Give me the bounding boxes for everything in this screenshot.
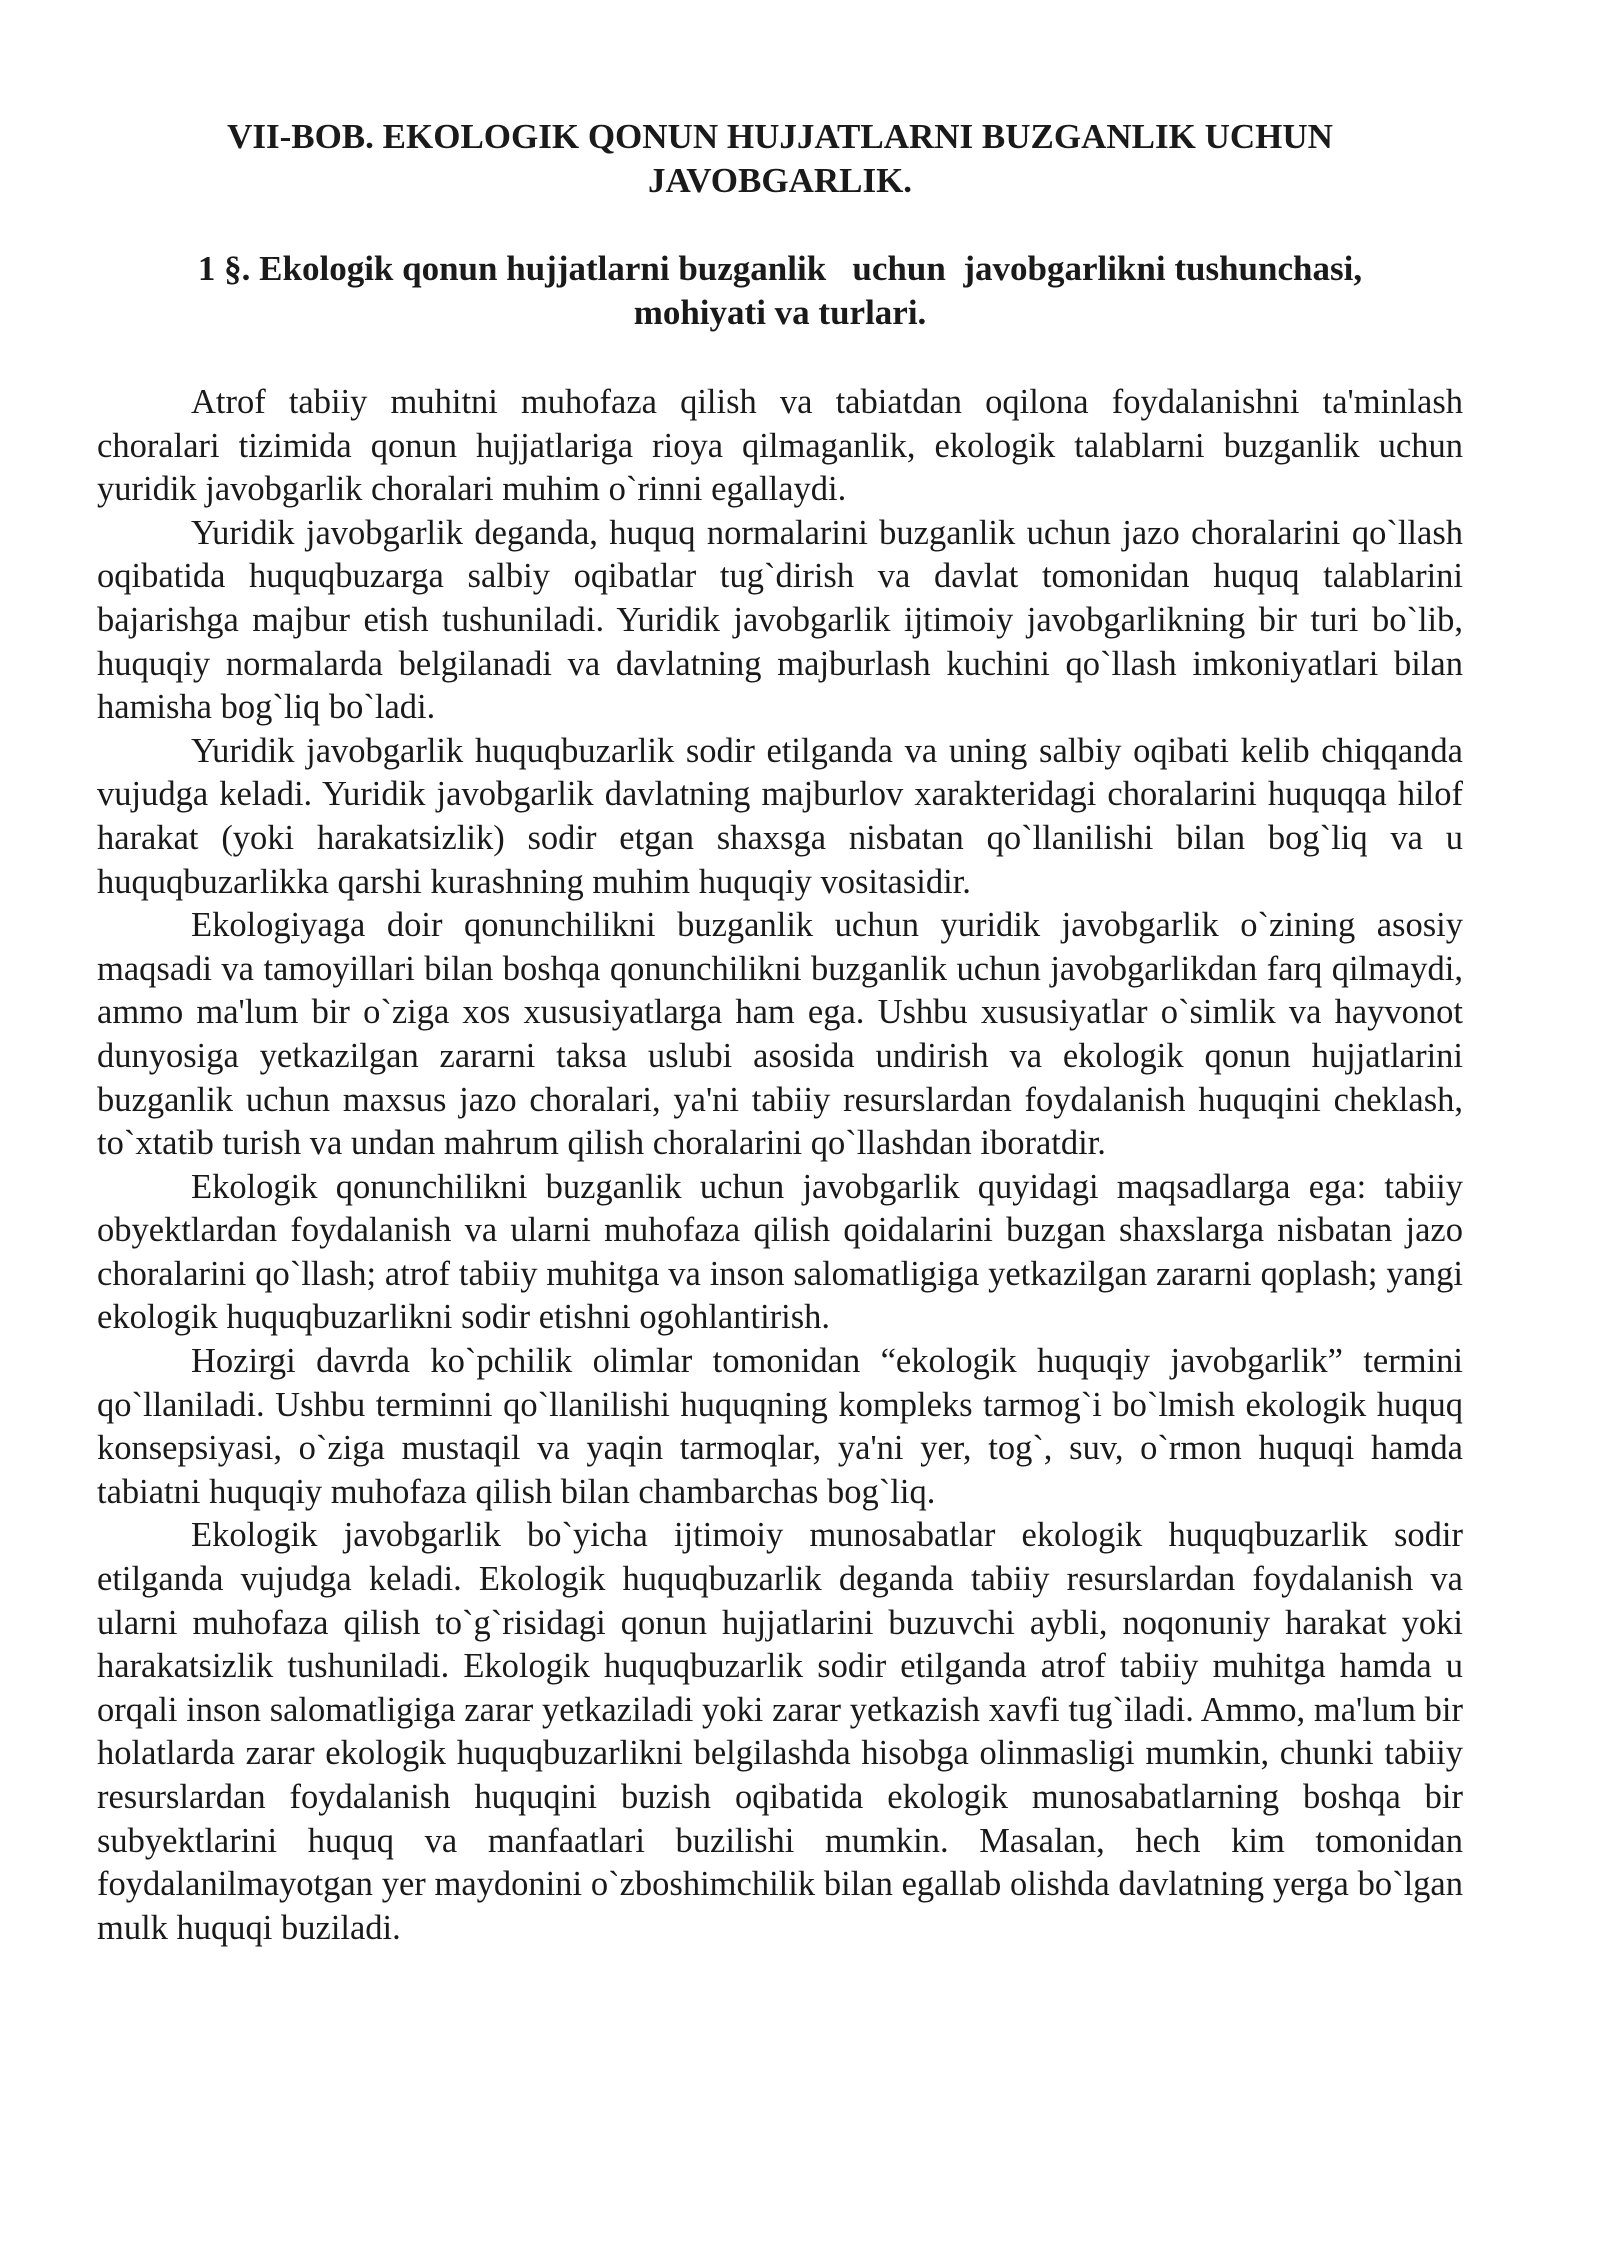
paragraph: Ekologik qonunchilikni buzganlik uchun javobgarlik quyidagi maqsadlarga ega: tabiiy obyektlardan foydalanish va ularni muhofaza qilish qoidalarini buzgan shaxslarga nisbatan jazo choralarini qo`llash; atrof tabiiy muhitga va inson salomatligiga yetkazilgan zararni qoplash; yangi ekologik huquqbuzarlikni sodir etishni ogohlantirish. (97, 1167, 1463, 1337)
chapter-title: VII-BOB. EKOLOGIK QONUN HUJJATLARNI BUZGANLIK UCHUN JAVOBGARLIK. (227, 117, 1333, 200)
paragraph: Hozirgi davrda ko`pchilik olimlar tomonidan “ekologik huquqiy javobgarlik” termini qo`llaniladi. Ushbu terminni qo`llanilishi huquqning kompleks tarmog`i bo`lmish ekologik huquq konsepsiyasi, o`ziga mustaqil va yaqin tarmoqlar, ya'ni yer, tog`, suv, o`rmon huquqi hamda tabiatni huquqiy muhofaza qilish bilan chambarchas bog`liq. (97, 1342, 1463, 1511)
paragraph: Atrof tabiiy muhitni muhofaza qilish va tabiatdan oqilona foydalanishni ta'minlash choralari tizimida qonun hujjatlariga rioya qilmaganlik, ekologik talablarni buzganlik uchun yuridik javobgarlik choralari muhim o`rinni egallaydi. (97, 383, 1463, 509)
paragraph: Ekologik javobgarlik bo`yicha ijtimoiy munosabatlar ekologik huquqbuzarlik sodir etilganda vujudga keladi. Ekologik huquqbuzarlik deganda tabiiy resurslardan foydalanish va ularni muhofaza qilish to`g`risidagi qonun hujjatlarini buzuvchi aybli, noqonuniy harakat yoki harakatsizlik tushuniladi. Ekologik huquqbuzarlik sodir etilganda atrof tabiiy muhitga hamda u orqali inson salomatligiga zarar yetkaziladi yoki zarar yetkazish xavfi tug`iladi. Ammo, ma'lum bir holatlarda zarar ekologik huquqbuzarlikni belgilashda hisobga olinmasligi mumkin, chunki tabiiy resurslardan foydalanish huquqini buzish oqibatida ekologik munosabatlarning boshqa bir subyektlarini huquq va manfaatlari buzilishi mumkin. Masalan, hech kim tomonidan foydalanilmayotgan yer maydonini o`zboshimchilik bilan egallab olishda davlatning yerga bo`lgan mulk huquqi buziladi. (97, 1516, 1463, 1947)
paragraph: Ekologiyaga doir qonunchilikni buzganlik uchun yuridik javobgarlik o`zining asosiy maqsadi va tamoyillari bilan boshqa qonunchilikni buzganlik uchun javobgarlikdan farq qilmaydi, ammo ma'lum bir o`ziga xos xususiyatlarga ham ega. Ushbu xususiyatlar o`simlik va hayvonot dunyosiga yetkazilgan zararni taksa uslubi asosida undirish va ekologik qonun hujjatlarini buzganlik uchun maxsus jazo choralari, ya'ni tabiiy resurslardan foydalanish huquqini cheklash, to`xtatib turish va undan mahrum qilish choralarini qo`llashdan iboratdir. (97, 906, 1463, 1163)
document-page (97, 115, 1463, 1950)
section-title: 1 §. Ekologik qonun hujjatlarni buzganlik uchun javobgarlikni tushunchasi, mohiyati va turlari. (197, 249, 1371, 332)
body-text (97, 381, 1463, 1950)
paragraph: Yuridik javobgarlik deganda, huquq normalarini buzganlik uchun jazo choralarini qo`llash oqibatida huquqbuzarga salbiy oqibatlar tug`dirish va davlat tomonidan huquq talablarini bajarishga majbur etish tushuniladi. Yuridik javobgarlik ijtimoiy javobgarlikning bir turi bo`lib, huquqiy normalarda belgilanadi va davlatning majburlash kuchini qo`llash imkoniyatlari bilan hamisha bog`liq bo`ladi. (97, 513, 1463, 727)
paragraph: Yuridik javobgarlik huquqbuzarlik sodir etilganda va uning salbiy oqibati kelib chiqqanda vujudga keladi. Yuridik javobgarlik davlatning majburlov xarakteridagi choralarini huquqqa hilof harakat (yoki harakatsizlik) sodir etgan shaxsga nisbatan qo`llanilishi bilan bog`liq va u huquqbuzarlikka qarshi kurashning muhim huquqiy vositasidir. (97, 731, 1463, 901)
